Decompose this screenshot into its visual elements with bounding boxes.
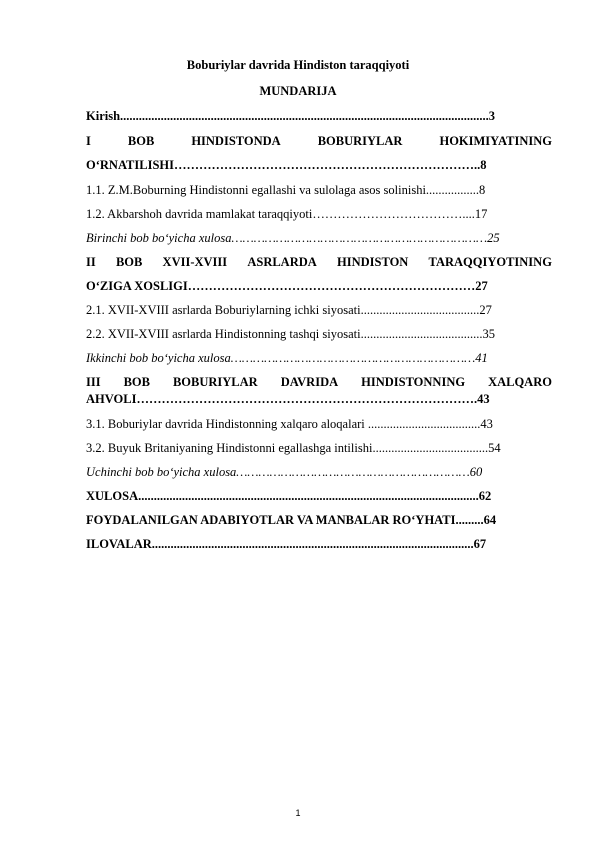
toc-chapter-3-summary: Uchinchi bob bo‘yicha xulosa………………………………………………………60 (86, 465, 483, 479)
toc-entry-intro: Kirish......................................................................................................................3 (86, 109, 496, 123)
toc-chapter-2-summary: Ikkinchi bob bo‘yicha xulosa…………………………………………………………41 (86, 351, 488, 365)
toc-section-2-1: 2.1. XVII-XVIII asrlarda Boburiylarning ichki siyosati......................................27 (86, 303, 492, 317)
toc-word: BOB (127, 134, 155, 148)
toc-heading: MUNDARIJA (259, 84, 337, 98)
toc-chapter-3-line-2: AHVOLI……………………………………………………………………….43 (86, 392, 490, 406)
toc-word: HOKIMIYATINING (439, 134, 552, 148)
toc-word: XALQARO (488, 375, 552, 389)
toc-section-3-2: 3.2. Buyuk Britaniyaning Hindistonni egallashga intilishi.....................................54 (86, 441, 501, 455)
toc-section-1-2: 1.2. Akbarshoh davrida mamlakat taraqqiyoti………………………………....17 (86, 207, 488, 221)
toc-section-2-2: 2.2. XVII-XVIII asrlarda Hindistonning tashqi siyosati.......................................35 (86, 327, 495, 341)
toc-chapter-3-line-1 (86, 375, 552, 390)
toc-chapter-1-line-1 (86, 134, 552, 149)
toc-section-3-1: 3.1. Boburiylar davrida Hindistonning xalqaro aloqalari ....................................43 (86, 417, 493, 431)
toc-section-1-1: 1.1. Z.M.Boburning Hindistonni egallashi va sulolaga asos solinishi.................8 (86, 183, 486, 197)
toc-word: III (86, 375, 101, 389)
toc-chapter-1-line-2: O‘RNATILISHI………………………………………………………………..8 (86, 158, 487, 172)
toc-word: BOB (115, 255, 143, 269)
toc-word: II (86, 255, 96, 269)
toc-chapter-2-line-1 (86, 255, 552, 270)
toc-word: BOBURIYLAR (317, 134, 403, 148)
document-title: Boburiylar davrida Hindiston taraqqiyoti (186, 58, 410, 72)
toc-word: TARAQQIYOTINING (428, 255, 552, 269)
toc-word: XVII-XVIII (162, 255, 228, 269)
toc-word: DAVRIDA (280, 375, 339, 389)
toc-entry-references: FOYDALANILGAN ADABIYOTLAR VA MANBALAR RO‘YHATI.........64 (86, 513, 497, 527)
page-number: 1 (295, 808, 301, 818)
toc-word: HINDISTONNING (361, 375, 466, 389)
toc-entry-conclusion: XULOSA.............................................................................................................62 (86, 489, 492, 503)
toc-word: BOB (123, 375, 150, 389)
toc-entry-appendix: ILOVALAR.......................................................................................................67 (86, 537, 487, 551)
toc-chapter-1-summary: Birinchi bob bo‘yicha xulosa……………………………………………………………25 (86, 231, 500, 245)
toc-word: HINDISTONDA (191, 134, 281, 148)
toc-word: HINDISTON (337, 255, 409, 269)
toc-word: BOBURIYLAR (172, 375, 258, 389)
toc-word: I (86, 134, 91, 148)
toc-word: ASRLARDA (247, 255, 317, 269)
toc-chapter-2-line-2: O‘ZIGA XOSLIGI……………………………………………………………27 (86, 279, 488, 293)
